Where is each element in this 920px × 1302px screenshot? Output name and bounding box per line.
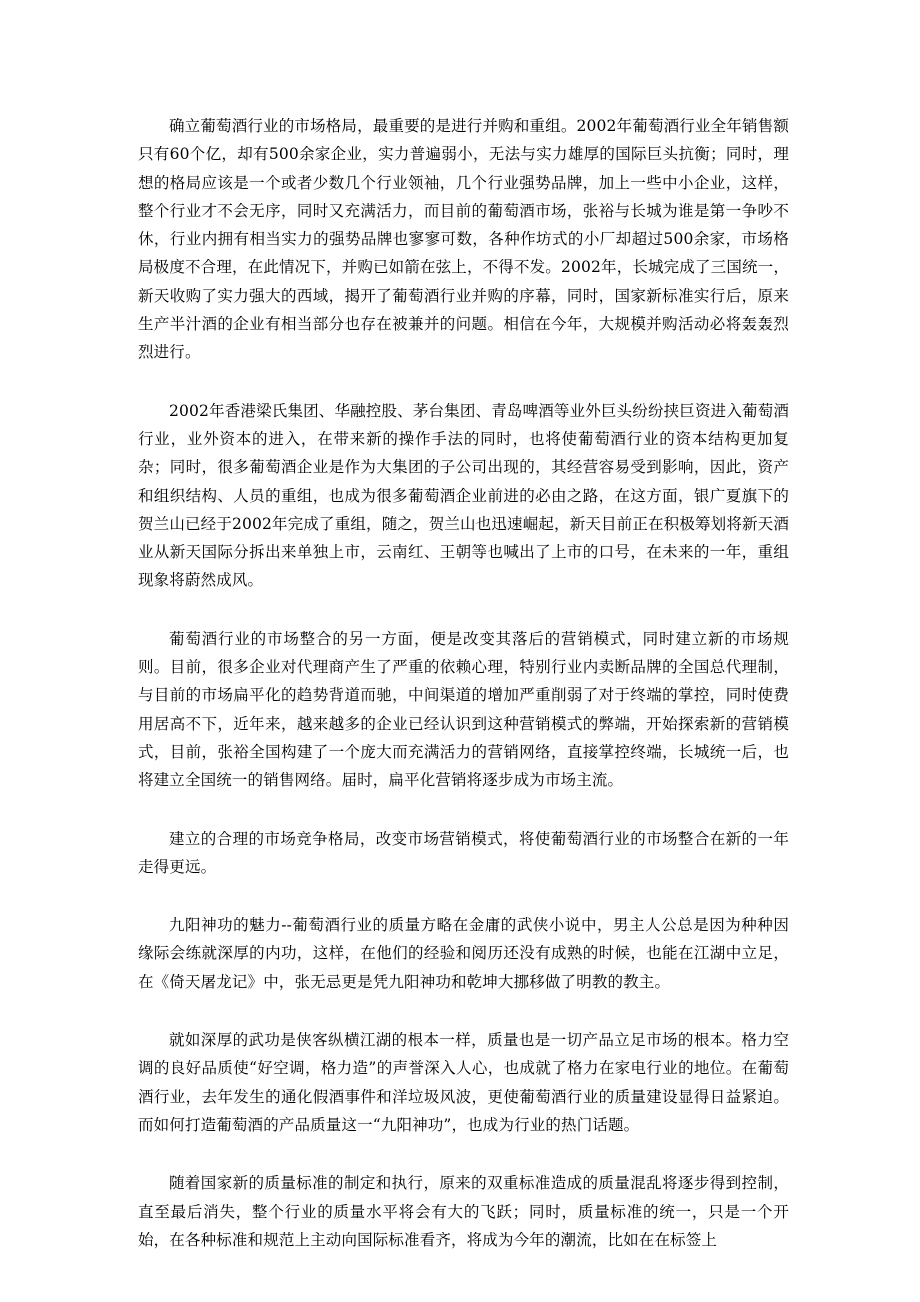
paragraph-7: 随着国家新的质量标准的制定和执行，原来的双重标准造成的质量混乱将逐步得到控制，直至最后消失，整个行业的质量水平将会有大的飞跃；同时，质量标准的统一，只是一个开始，在各种标准和规范上主动向国际标准看齐，将成为今年的潮流，比如在在标签上 (138, 1174, 789, 1249)
paragraph-4: 建立的合理的市场竞争格局，改变市场营销模式，将使葡萄酒行业的市场整合在新的一年走得更远。 (138, 829, 789, 876)
paragraph-2: 2002年香港梁氏集团、华融控股、茅台集团、青岛啤酒等业外巨头纷纷挟巨资进入葡萄酒行业，业外资本的进入，在带来新的操作手法的同时，也将使葡萄酒行业的资本结构更加复杂；同时，很多葡萄酒企业是作为大集团的子公司出现的，其经营容易受到影响，因此，资产和组织结构、人员的重组，也成为很多葡萄酒企业前进的必由之路，在这方面，银广夏旗下的贺兰山已经于2002年完成了重组，随之，贺兰山也迅速崛起，新天目前正在积极筹划将新天酒业从新天国际分拆出来单独上市，云南红、王朝等也喊出了上市的口号，在未来的一年，重组现象将蔚然成风。 (138, 401, 789, 590)
document-body (138, 112, 789, 1284)
paragraph-3: 葡萄酒行业的市场整合的另一方面，便是改变其落后的营销模式，同时建立新的市场规则。目前，很多企业对代理商产生了严重的依赖心理，特别行业内卖断品牌的全国总代理制，与目前的市场扁平化的趋势背道而驰，中间渠道的增加严重削弱了对于终端的掌控，同时使费用居高不下，近年来，越来越多的企业已经认识到这种营销模式的弊端，开始探索新的营销模式，目前，张裕全国构建了一个庞大而充满活力的营销网络，直接掌控终端，长城统一后，也将建立全国统一的销售网络。届时，扁平化营销将逐步成为市场主流。 (138, 629, 789, 790)
paragraph-1: 确立葡萄酒行业的市场格局，最重要的是进行并购和重组。2002年葡萄酒行业全年销售额只有60个亿，却有500余家企业，实力普遍弱小，无法与实力雄厚的国际巨头抗衡；同时，理想的格局应该是一个或者少数几个行业领袖，几个行业强势品牌，加上一些中小企业，这样，整个行业才不会无序，同时又充满活力，而目前的葡萄酒市场，张裕与长城为谁是第一争吵不休，行业内拥有相当实力的强势品牌也寥寥可数，各种作坊式的小厂却超过500余家，市场格局极度不合理，在此情况下，并购已如箭在弦上，不得不发。2002年，长城完成了三国统一，新天收购了实力强大的西域，揭开了葡萄酒行业并购的序幕，同时，国家新标准实行后，原来生产半汁酒的企业有相当部分也存在被兼并的问题。相信在今年，大规模并购活动必将轰轰烈烈进行。 (138, 117, 789, 362)
paragraph-6: 就如深厚的武功是侠客纵横江湖的根本一样，质量也是一切产品立足市场的根本。格力空调的良好品质使“好空调，格力造”的声誉深入人心，也成就了格力在家电行业的地位。在葡萄酒行业，去年发生的通化假酒事件和洋垃圾风波，更使葡萄酒行业的质量建设显得日益紧迫。而如何打造葡萄酒的产品质量这一“九阳神功”，也成为行业的热门话题。 (138, 1031, 789, 1134)
paragraph-5: 九阳神功的魅力--葡萄酒行业的质量方略在金庸的武侠小说中，男主人公总是因为种种因缘际会练就深厚的内功，这样，在他们的经验和阅历还没有成熟的时候，也能在江湖中立足，在《倚天屠龙记》中，张无忌更是凭九阳神功和乾坤大挪移做了明教的教主。 (138, 916, 789, 991)
